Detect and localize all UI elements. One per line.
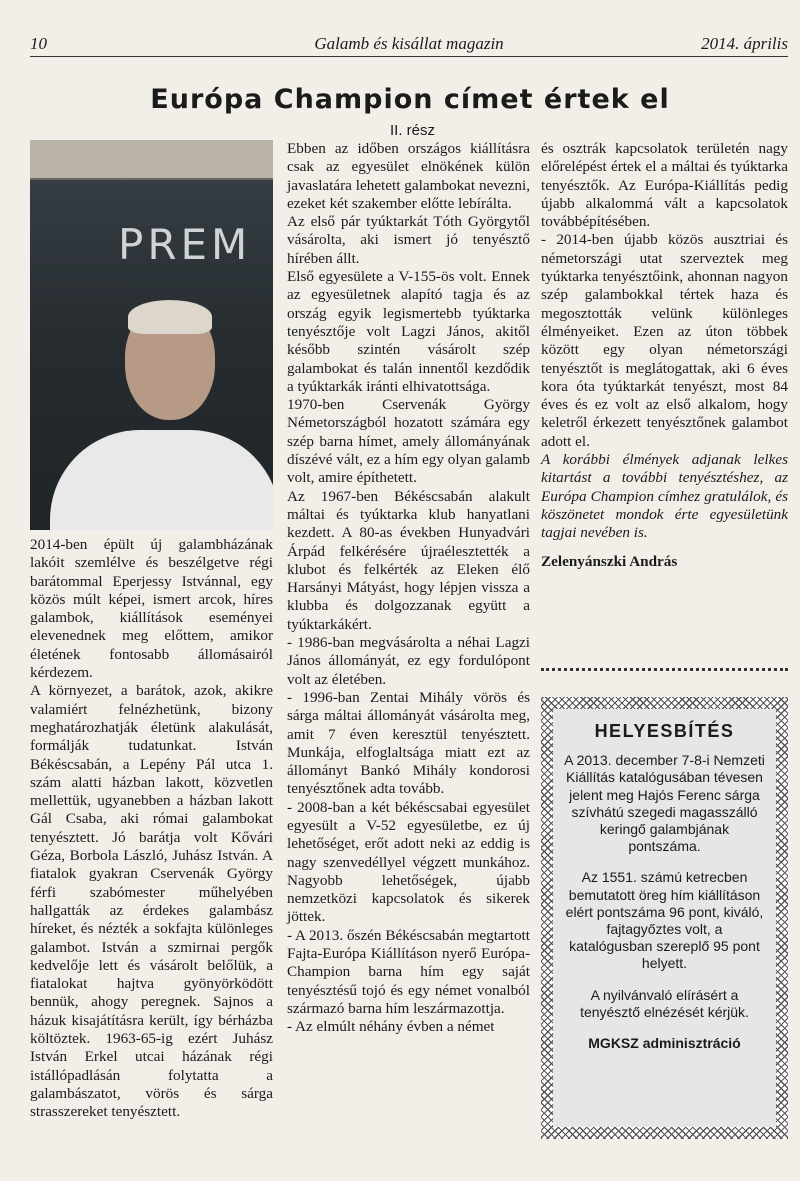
page-number: 10	[30, 34, 47, 53]
issue-date: 2014. április	[701, 34, 788, 53]
paragraph: 2014-ben épült új galambházának lakóit szemlélve és beszélgetve régi barátommal Eperjessy Istvánnal, egy közös múlt képei, ismert arcok, híres galambok, kiállítások eseményei elevenednek meg előttem, amikor életének fontosabb állomásairól kérdezem.	[30, 536, 273, 682]
paragraph: - 1986-ban megvásárolta a néhai Lagzi János állományát, ez egy fordulópont volt az életében.	[287, 634, 530, 688]
photo-background-text: PREM	[118, 220, 252, 269]
closing-paragraph: A korábbi élmények adjanak lelkes kitartást a további tenyésztéshez, az Európa Champion címhez gratulálok, és köszönetet mondok érte egyesületünk tagjai nevében is.	[541, 451, 788, 542]
photo-banner	[30, 140, 273, 180]
correction-box-inner	[553, 709, 776, 1127]
paragraph: - 2014-ben újabb közös ausztriai és németországi utat szerveztek meg tyúktarka tenyésztőink, ahonnan nagyon szép galambokkal tértek haza és megosztották velünk különleges élményeiket. Ezen az úton többek között egy olyan németországi tenyésztőt is meglátogattak, aki 6 éves kora óta tyúktarkát tenyészt, most 84 éves és ez volt az első alkalom, hogy keletről érkezett tenyésztőnek galambot adott el.	[541, 231, 788, 450]
magazine-name: Galamb és kisállat magazin	[314, 34, 504, 53]
photo-figure-hair	[128, 300, 212, 334]
paragraph: - 2008-ban a két békéscsabai egyesület egyesült a V-52 egyesületbe, ez új lehetőséget, erőt adott neki az eddig is nagy szenvedéllyel végzett munkához. Nagyobb lehetőségek, újabb nemzetközi kapcsolatok és sikerek jöttek.	[287, 798, 530, 926]
paragraph: A környezet, a barátok, azok, akikre valamiért felnézhetünk, bizony meghatározhatják életünk alakulását, formálják tudatunkat. István Békéscsabán, a Lepény Pál utca 1. szám alatti házban lakott, közvetlen mellettük, ugyanebben a házban lakott Gál Csaba, aki római galambokat tenyésztett. Jó barátja volt Kővári Géza, Borbola László, Juhász István. A fiatalok gyakran Cservenák György férfi szabómester műhelyében hallgatták az érdekes galambász híreket, és nézték a sokfajta különleges galambot. István a szmirnai pergők kedvelője lett és vásárolt belőlük, a fiatalokat hajtva gyönyörködött bennük, ahogy peregnek. Sajnos a házuk kisajátításra került, így bérházba költöztek. 1963-65-ig ezért Juhász István Erkel utcai házának régi istállópadlásán folytatta a galambászatot, vörös és sárga strasszereket tenyésztett.	[30, 682, 273, 1121]
correction-paragraph: A nyilvánvaló elírásért a tenyésztő elnézését kérjük.	[580, 986, 749, 1020]
paragraph: 1970-ben Cservenák György Németországból hozatott számára egy szép barna hímet, amely állományának díszévé vált, ez a hím egy olyan galamb volt, amire építhetett.	[287, 396, 530, 487]
article-column-1	[30, 536, 273, 1122]
author-name: Zelenyánszki András	[541, 552, 678, 570]
photo-figure-body	[50, 430, 273, 530]
paragraph: - 1996-ban Zentai Mihály vörös és sárga máltai állományát vásárolta meg, amit 7 éven keresztül tenyésztett. Munkája, elfoglaltsága miatt ezt az állományt Bankó Mihály kondorosi tenyésztőnek adta tovább.	[287, 688, 530, 798]
correction-heading: HELYESBÍTÉS	[594, 721, 735, 741]
page-header	[30, 34, 788, 57]
correction-signature: MGKSZ adminisztráció	[588, 1035, 741, 1052]
paragraph: - A 2013. őszén Békéscsabán megtartott Fajta-Európa Kiállításon nyerő Európa-Champion barna hím egy saját tenyésztésű tojó és egy német vonalból származó barna hím leszármazottja.	[287, 926, 530, 1017]
article-column-2	[287, 140, 530, 1037]
dotted-divider	[541, 668, 788, 671]
correction-box	[541, 697, 788, 1139]
paragraph: és osztrák kapcsolatok területén nagy előrelépést értek el a máltai és tyúktarka tenyésztők. Az Európa-Kiállítás pedig újabb alkalommá vált a kapcsolatok továbbépítésében.	[541, 140, 788, 231]
paragraph: Az 1967-ben Békéscsabán alakult máltai és tyúktarka klub hanyatlani kezdett. A 80-as években Hunyadvári Árpád felkérésére újraélesztették a klubot és felkérték az Eleken élő Harsányi Mátyást, hogy lépjen vissza a klubba és dolgozzanak együtt a tyúktarkákért.	[287, 487, 530, 633]
correction-paragraph: Az 1551. számú ketrecben bemutatott öreg hím kiállításon elért pontszáma 96 pont, kiváló, fajtagyőztes volt, a katalógusban szereplő 95 pont helyett.	[565, 869, 764, 972]
portrait-photo	[30, 140, 273, 530]
article-subtitle: II. rész	[389, 122, 435, 139]
paragraph: Az első pár tyúktarkát Tóth Györgytől vásárolta, aki ismert jó tenyésztő hírében állt.	[287, 213, 530, 267]
article-column-3	[541, 140, 788, 571]
article-title: Európa Champion címet értek el	[150, 84, 670, 115]
paragraph: Ebben az időben országos kiállításra csak az egyesület elnökének külön javaslatára lehetett galambokat nevezni, ezeket két szakember előtte lebírálta.	[287, 140, 530, 212]
paragraph: - Az elmúlt néhány évben a német	[287, 1018, 495, 1036]
paragraph: Első egyesülete a V-155-ös volt. Ennek az egyesületnek alapító tagja és az ország egyik legismertebb tyúktarka tenyésztője volt Lagzi János, akitől később szintén vásárolt szép galambokat és talán innentől kezdődik a tyúktarkák iránti elhivatottsága.	[287, 268, 530, 395]
correction-paragraph: A 2013. december 7-8-i Nemzeti Kiállítás katalógusában tévesen jelent meg Hajós Ferenc sárga szívhátú szegedi magasszálló keringő galambjának pontszáma.	[564, 752, 765, 855]
